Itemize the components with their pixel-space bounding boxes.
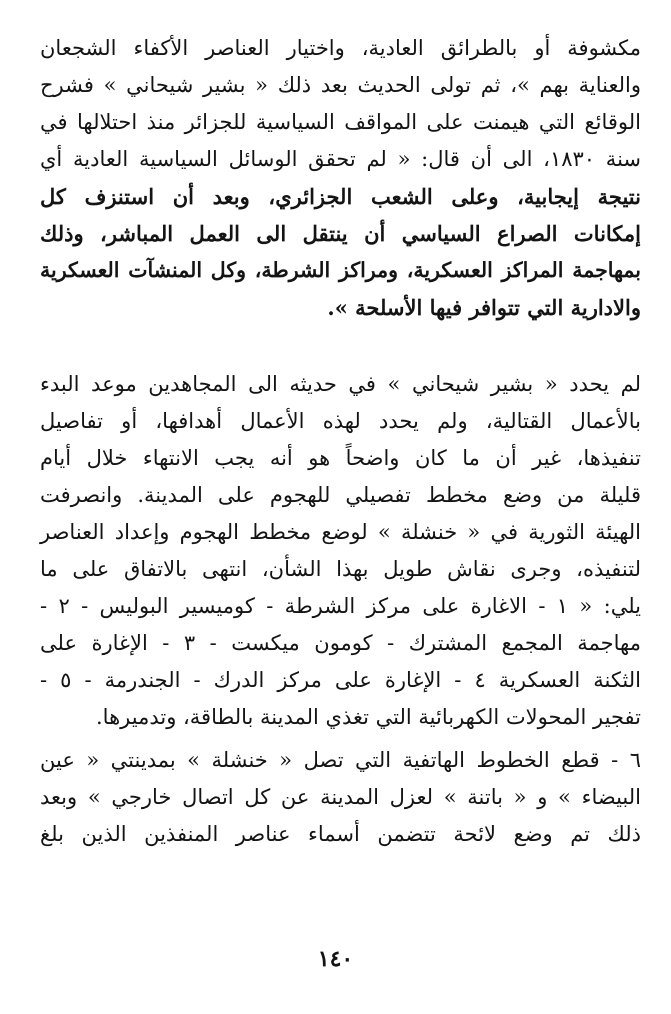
text-line: الهيئة الثورية في « خنشلة » لوضع مخطط الهجوم وإعداد العناصر (40, 520, 641, 544)
text-line: ٦ - قطع الخطوط الهاتفية التي تصل « خنشلة » بمدينتي « عين (40, 748, 641, 772)
paragraph-gap (40, 326, 641, 366)
text-line: مهاجمة المجمع المشترك - كومون ميكست - ٣ - الإغارة على (40, 631, 641, 655)
page-number: ١٤٠ (317, 946, 354, 972)
paragraph-3 (40, 742, 641, 853)
text-line: البيضاء » و « باتنة » لعزل المدينة عن كل اتصال خارجي » وبعد (40, 785, 641, 809)
paragraph-2 (40, 366, 641, 736)
text-line: يلي: « ١ - الاغارة على مركز الشرطة - كوميسير البوليس - ٢ - (40, 594, 641, 618)
body-text (40, 30, 641, 853)
text-line: قليلة من وضع مخطط تفصيلي للهجوم على المدينة. وانصرفت (40, 483, 641, 507)
paragraph-1 (40, 30, 641, 326)
text-line: تفجير المحولات الكهربائية التي تغذي المدينة بالطاقة، وتدميرها. (96, 705, 641, 729)
text-line: سنة ١٨٣٠، الى أن قال: « لم تحقق الوسائل السياسية العادية أي (40, 147, 641, 171)
text-line: الوقائع التي هيمنت على المواقف السياسية للجزائر منذ احتلالها في (40, 110, 641, 134)
text-line: لتنفيذه، وجرى نقاش طويل بهذا الشأن، انتهى بالاتفاق على ما (40, 557, 641, 581)
text-line: لم يحدد « بشير شيحاني » في حديثه الى المجاهدين موعد البدء (40, 372, 641, 396)
text-line: إمكانات الصراع السياسي أن ينتقل الى العمل المباشر، وذلك (40, 221, 641, 246)
text-line: الثكنة العسكرية ٤ - الإغارة على مركز الدرك - الجندرمة - ٥ - (40, 668, 642, 692)
text-line: بمهاجمة المراكز العسكرية، ومراكز الشرطة، وكل المنشآت العسكرية (40, 258, 641, 282)
text-line: مكشوفة أو بالطرائق العادية، واختيار العناصر الأكفاء الشجعان (40, 36, 641, 60)
text-line: والادارية التي تتوافر فيها الأسلحة ». (327, 295, 641, 320)
text-line: والعناية بهم »، ثم تولى الحديث بعد ذلك « بشير شيحاني » فشرح (40, 73, 641, 97)
text-line: تنفيذها، غير أن ما كان واضحاً هو أنه يجب الانتهاء خلال أيام (40, 446, 641, 470)
text-line: ذلك تم وضع لائحة تتضمن أسماء عناصر المنفذين الذين بلغ (40, 822, 641, 846)
text-line: بالأعمال القتالية، ولم يحدد لهذه الأعمال أهدافها، أو تفاصيل (40, 409, 641, 433)
text-line: نتيجة إيجابية، وعلى الشعب الجزائري، وبعد أن استنزف كل (40, 184, 641, 209)
